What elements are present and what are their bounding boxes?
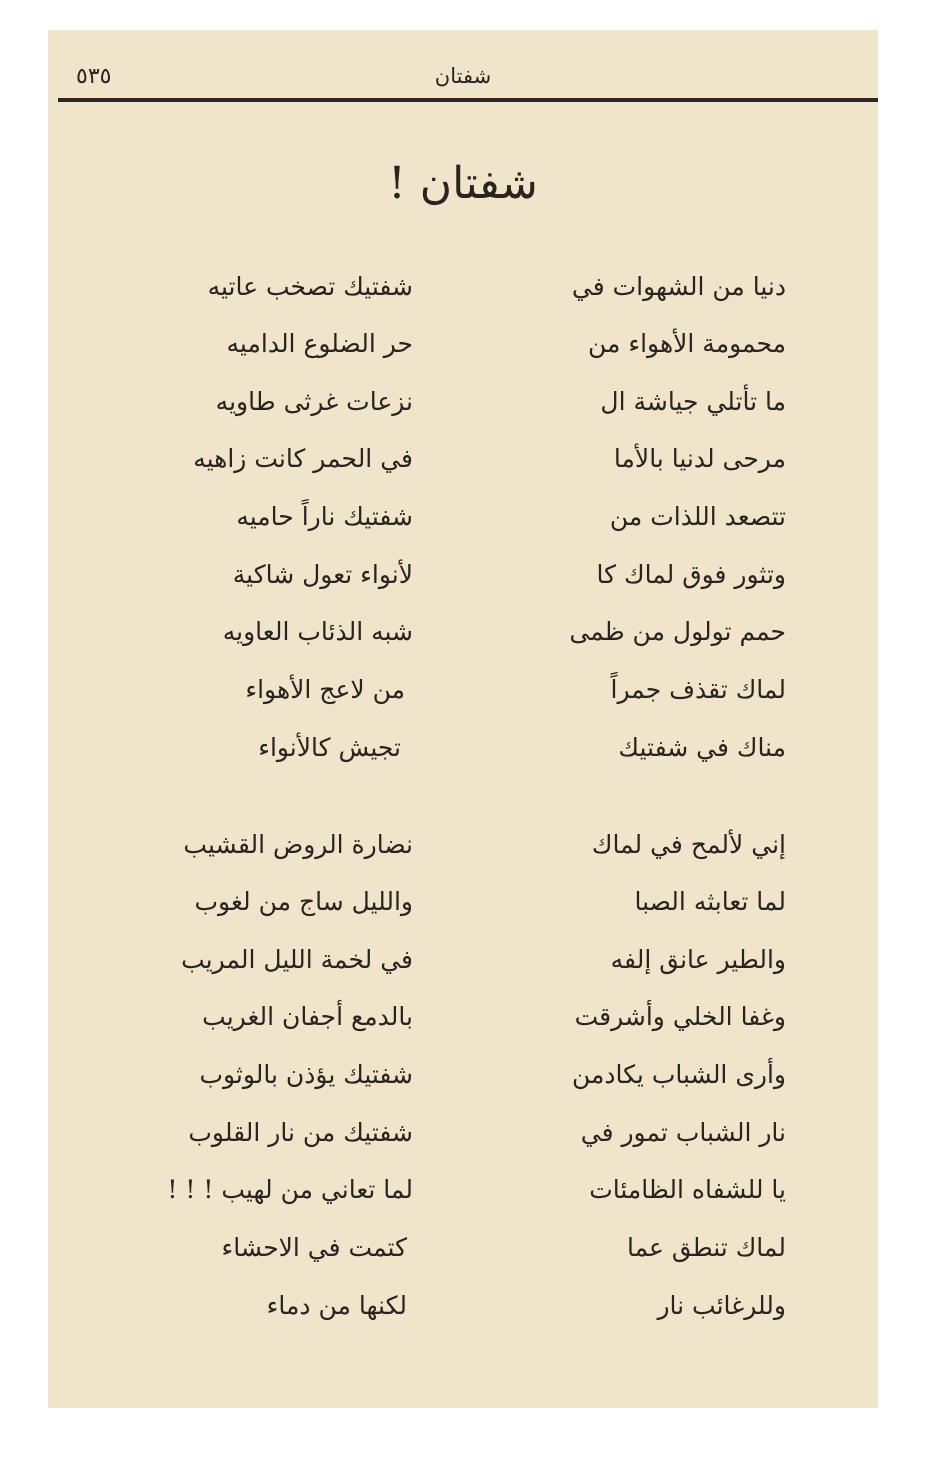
verse-line: في الحمر كانت زاهيه: [193, 444, 413, 473]
verse-line: نار الشباب تمور في: [580, 1118, 786, 1147]
verse-line: حمم تولول من ظمى: [569, 617, 786, 646]
header-rule: [58, 98, 878, 102]
verse-line: شفتيك تصخب عاتيه: [207, 272, 413, 301]
page-number: ٥٣٥: [76, 64, 112, 89]
poem-title: شفتان !: [388, 158, 538, 209]
verse-line: دنيا من الشهوات في: [571, 272, 786, 301]
verse-line: لأنواء تعول شاكية: [232, 560, 413, 589]
verse-line: والليل ساج من لغوب: [194, 887, 413, 916]
verse-line: تجيش كالأنواء: [258, 733, 401, 762]
verse-line: ما تأتلي جياشة ال: [600, 387, 786, 416]
verse-line: لكنها من دماء: [266, 1291, 407, 1320]
verse-line: شفتيك ناراً حاميه: [236, 502, 413, 531]
verse-line: بالدمع أجفان الغريب: [202, 1002, 413, 1031]
verse-line: وتثور فوق لماك كا: [596, 560, 786, 589]
verse-line: وللرغائب نار: [657, 1291, 786, 1320]
verse-line: محمومة الأهواء من: [587, 329, 786, 358]
verse-line: تتصعد اللذات من: [609, 502, 786, 531]
verse-line: كتمت في الاحشاء: [221, 1233, 407, 1262]
running-title: شفتان: [434, 64, 492, 88]
verse-line: شفتيك من نار القلوب: [188, 1118, 413, 1147]
verse-line: لماك تنطق عما: [626, 1233, 786, 1262]
verse-line: نزعات غرثى طاويه: [215, 387, 413, 416]
verse-line: حر الضلوع الداميه: [226, 329, 413, 358]
verse-line: من لاعج الأهواء: [245, 675, 405, 704]
verse-line: نضارة الروض القشيب: [183, 830, 413, 859]
verse-line: يا للشفاه الظامئات: [589, 1175, 786, 1204]
verse-line: في لخمة الليل المريب: [181, 945, 413, 974]
verse-line: مرحى لدنيا بالأما: [613, 444, 786, 473]
verse-line: شفتيك يؤذن بالوثوب: [199, 1060, 413, 1089]
verse-line: لماك تقذف جمراً: [610, 675, 786, 704]
verse-line: لما تعابثه الصبا: [634, 887, 786, 916]
verse-line: مناك في شفتيك: [618, 733, 786, 762]
book-page: [48, 30, 878, 1408]
verse-line: والطير عانق إلفه: [610, 945, 786, 974]
verse-line: وغفا الخلي وأشرقت: [574, 1002, 786, 1031]
verse-line: لما تعاني من لهيب ! ! !: [167, 1175, 413, 1204]
verse-line: إني لألمح في لماك: [591, 830, 786, 859]
verse-line: شبه الذئاب العاويه: [222, 617, 413, 646]
verse-line: وأرى الشباب يكادمن: [571, 1060, 786, 1089]
